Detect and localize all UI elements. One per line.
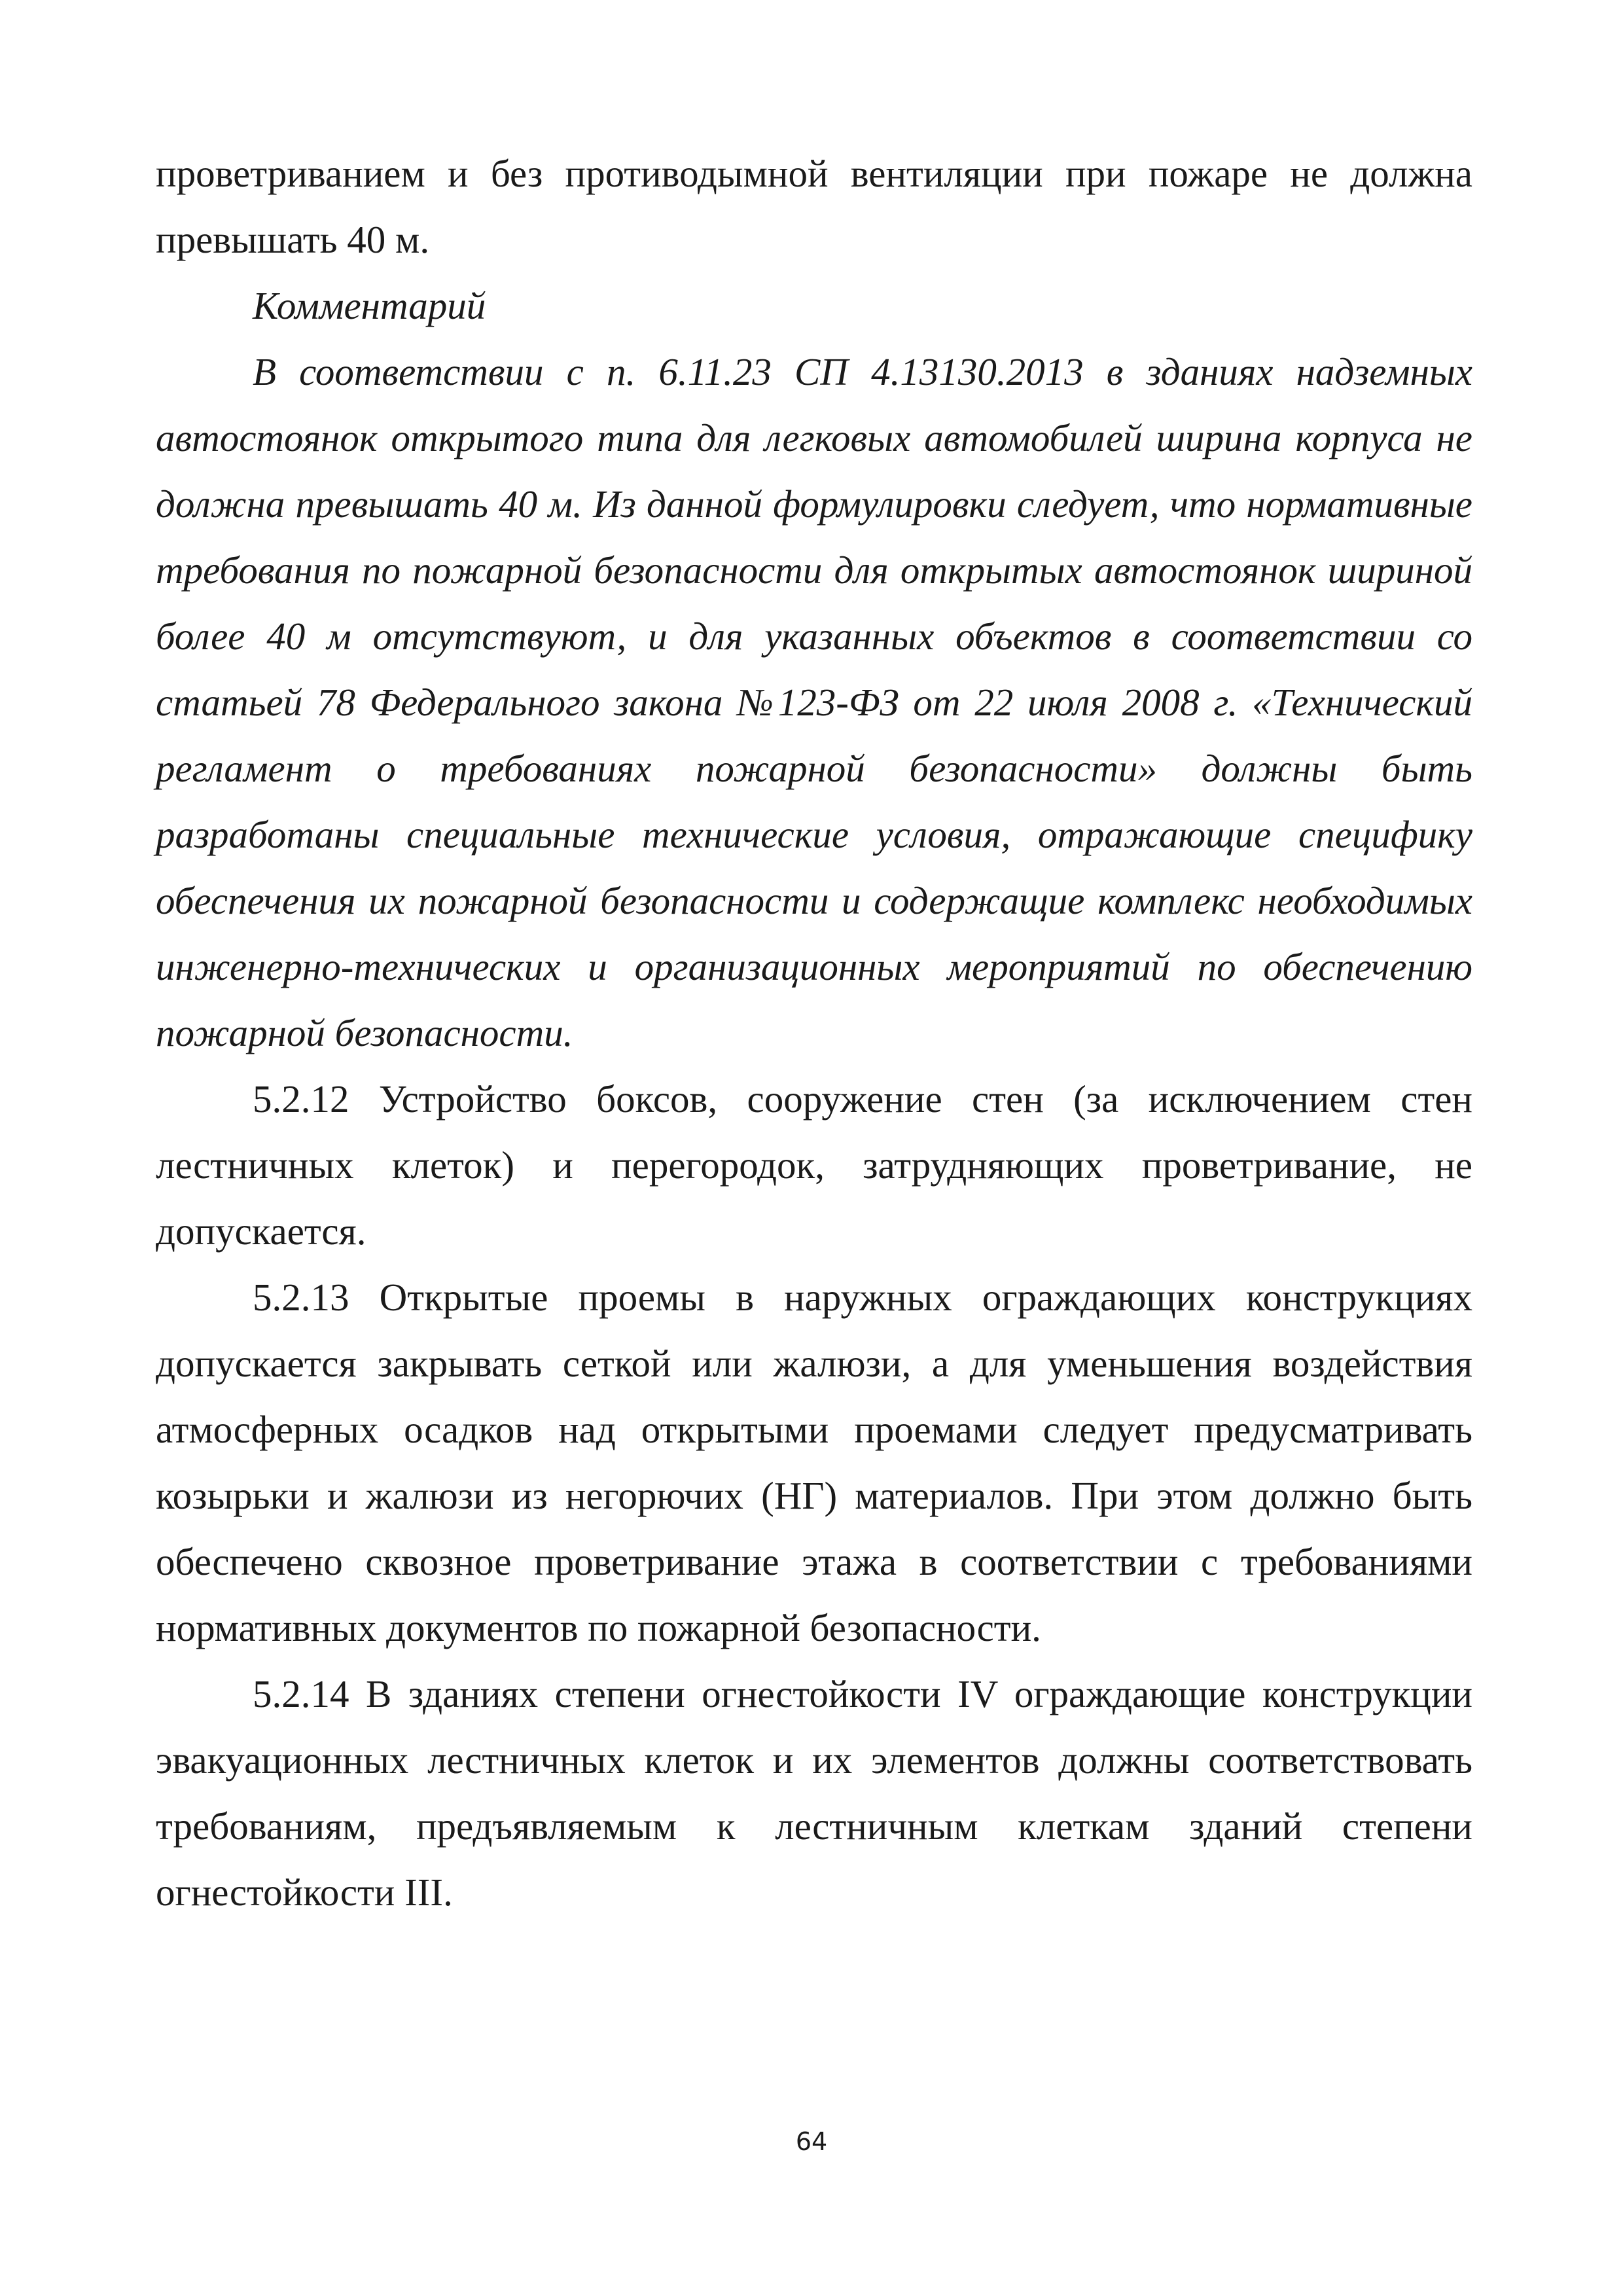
comment-heading: Комментарий	[253, 284, 486, 327]
clause-5-2-14: 5.2.14 В зданиях степени огнестойкости IV ограждающие конструкции эвакуационных лестничных клеток и их элементов должны соответствовать требованиям, предъявляемым к лестничным клеткам зданий степени огнестойкости III.	[156, 1672, 1472, 1914]
clause-5-2-13: 5.2.13 Открытые проемы в наружных ограждающих конструкциях допускается закрывать сеткой или жалюзи, а для уменьшения воздействия атмосферных осадков над открытыми проемами следует предусматривать козырьки и жалюзи из негорючих (НГ) материалов. При этом должно быть обеспечено сквозное проветривание этажа в соответствии с требованиями нормативных документов по пожарной безопасности.	[156, 1276, 1472, 1649]
paragraph-continuation: проветриванием и без противодымной вентиляции при пожаре не должна превышать 40 м.	[156, 152, 1472, 261]
page-body	[156, 141, 1472, 1926]
page-number: 64	[795, 2127, 828, 2156]
comment-body: В соответствии с п. 6.11.23 СП 4.13130.2013 в зданиях надземных автостоянок открытого типа для легковых автомобилей ширина корпуса не должна превышать 40 м. Из данной формулировки следует, что нормативные требования по пожарной безопасности для открытых автостоянок шириной более 40 м отсутствуют, и для указанных объектов в соответствии со статьей 78 Федерального закона №123-ФЗ от 22 июля 2008 г. «Технический регламент о требованиях пожарной безопасности» должны быть разработаны специальные технические условия, отражающие специфику обеспечения их пожарной безопасности и содержащие комплекс необходимых инженерно-технических и организационных мероприятий по обеспечению пожарной безопасности.	[156, 350, 1472, 1054]
clause-5-2-12: 5.2.12 Устройство боксов, сооружение стен (за исключением стен лестничных клеток) и перегородок, затрудняющих проветривание, не допускается.	[156, 1077, 1472, 1253]
